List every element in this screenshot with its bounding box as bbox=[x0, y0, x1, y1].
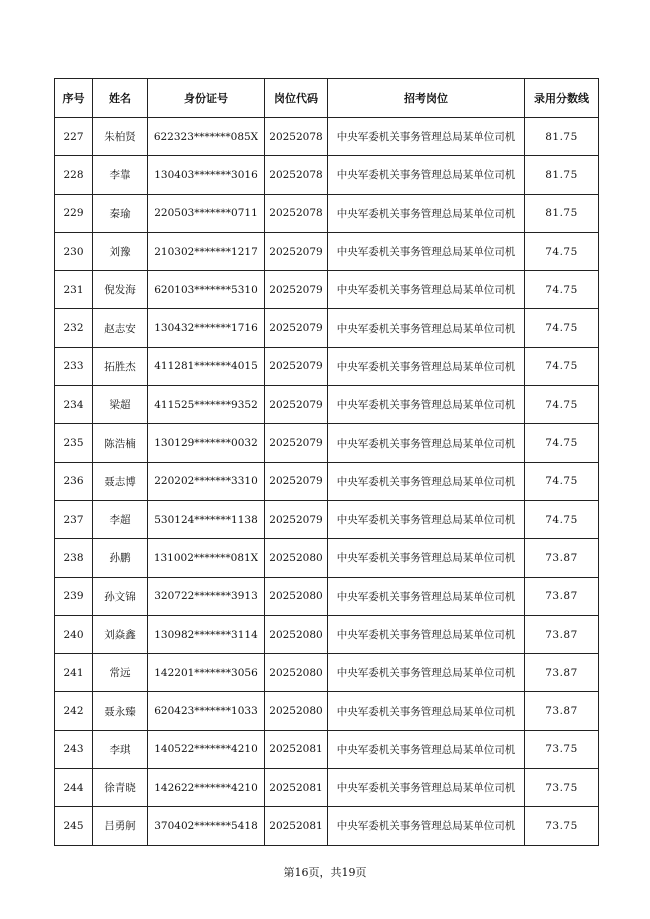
table-row bbox=[55, 194, 599, 232]
cell-position-code: 20252079 bbox=[265, 271, 328, 309]
cell-name: 孙文锦 bbox=[93, 577, 148, 615]
cell-position: 中央军委机关事务管理总局某单位司机 bbox=[328, 386, 525, 424]
cell-position-code: 20252078 bbox=[265, 118, 328, 156]
header-position: 招考岗位 bbox=[328, 79, 525, 118]
header-row bbox=[55, 79, 599, 118]
cell-position: 中央军委机关事务管理总局某单位司机 bbox=[328, 577, 525, 615]
cell-position-code: 20252078 bbox=[265, 156, 328, 194]
cell-id-number: 130982*******3114 bbox=[148, 615, 265, 653]
cell-serial: 235 bbox=[55, 424, 93, 462]
cell-score: 74.75 bbox=[525, 500, 599, 538]
cell-serial: 243 bbox=[55, 730, 93, 768]
cell-score: 73.87 bbox=[525, 577, 599, 615]
table-row bbox=[55, 577, 599, 615]
cell-id-number: 142201*******3056 bbox=[148, 654, 265, 692]
cell-score: 74.75 bbox=[525, 386, 599, 424]
cell-position-code: 20252078 bbox=[265, 194, 328, 232]
cell-position-code: 20252080 bbox=[265, 577, 328, 615]
results-table bbox=[54, 78, 599, 846]
cell-position-code: 20252080 bbox=[265, 539, 328, 577]
cell-id-number: 142622*******4210 bbox=[148, 769, 265, 807]
cell-serial: 241 bbox=[55, 654, 93, 692]
table-row bbox=[55, 386, 599, 424]
cell-score: 74.75 bbox=[525, 309, 599, 347]
cell-name: 李超 bbox=[93, 500, 148, 538]
cell-id-number: 620103*******5310 bbox=[148, 271, 265, 309]
cell-position-code: 20252081 bbox=[265, 730, 328, 768]
cell-id-number: 370402*******5418 bbox=[148, 807, 265, 845]
table-row bbox=[55, 271, 599, 309]
cell-score: 81.75 bbox=[525, 156, 599, 194]
cell-name: 倪发海 bbox=[93, 271, 148, 309]
cell-position-code: 20252081 bbox=[265, 769, 328, 807]
cell-position-code: 20252080 bbox=[265, 692, 328, 730]
cell-position: 中央军委机关事务管理总局某单位司机 bbox=[328, 615, 525, 653]
cell-serial: 240 bbox=[55, 615, 93, 653]
cell-name: 朱柏贤 bbox=[93, 118, 148, 156]
table-row bbox=[55, 156, 599, 194]
table-body bbox=[55, 118, 599, 846]
cell-id-number: 131002*******081X bbox=[148, 539, 265, 577]
cell-score: 73.87 bbox=[525, 692, 599, 730]
cell-score: 73.75 bbox=[525, 730, 599, 768]
cell-position-code: 20252079 bbox=[265, 386, 328, 424]
cell-score: 73.75 bbox=[525, 769, 599, 807]
table-row bbox=[55, 539, 599, 577]
cell-name: 徐青晓 bbox=[93, 769, 148, 807]
cell-serial: 244 bbox=[55, 769, 93, 807]
cell-position-code: 20252080 bbox=[265, 615, 328, 653]
cell-id-number: 411525*******9352 bbox=[148, 386, 265, 424]
cell-serial: 239 bbox=[55, 577, 93, 615]
table-row bbox=[55, 807, 599, 845]
cell-position: 中央军委机关事务管理总局某单位司机 bbox=[328, 232, 525, 270]
cell-id-number: 130403*******3016 bbox=[148, 156, 265, 194]
cell-serial: 234 bbox=[55, 386, 93, 424]
cell-serial: 245 bbox=[55, 807, 93, 845]
page-number: 第16页，共19页 bbox=[283, 866, 367, 879]
cell-serial: 228 bbox=[55, 156, 93, 194]
cell-position-code: 20252079 bbox=[265, 347, 328, 385]
cell-id-number: 530124*******1138 bbox=[148, 500, 265, 538]
cell-position: 中央军委机关事务管理总局某单位司机 bbox=[328, 347, 525, 385]
cell-position-code: 20252079 bbox=[265, 500, 328, 538]
cell-serial: 230 bbox=[55, 232, 93, 270]
cell-name: 聂志博 bbox=[93, 462, 148, 500]
cell-position: 中央军委机关事务管理总局某单位司机 bbox=[328, 807, 525, 845]
cell-score: 73.87 bbox=[525, 539, 599, 577]
cell-name: 赵志安 bbox=[93, 309, 148, 347]
cell-name: 聂永臻 bbox=[93, 692, 148, 730]
cell-position: 中央军委机关事务管理总局某单位司机 bbox=[328, 271, 525, 309]
cell-name: 刘豫 bbox=[93, 232, 148, 270]
cell-serial: 237 bbox=[55, 500, 93, 538]
cell-serial: 229 bbox=[55, 194, 93, 232]
table-row bbox=[55, 347, 599, 385]
header-position-code: 岗位代码 bbox=[265, 79, 328, 118]
cell-id-number: 220202*******3310 bbox=[148, 462, 265, 500]
cell-name: 梁超 bbox=[93, 386, 148, 424]
table-row bbox=[55, 424, 599, 462]
cell-name: 常远 bbox=[93, 654, 148, 692]
cell-position-code: 20252079 bbox=[265, 309, 328, 347]
header-serial: 序号 bbox=[55, 79, 93, 118]
cell-score: 73.87 bbox=[525, 654, 599, 692]
cell-position: 中央军委机关事务管理总局某单位司机 bbox=[328, 769, 525, 807]
cell-position: 中央军委机关事务管理总局某单位司机 bbox=[328, 730, 525, 768]
cell-id-number: 130432*******1716 bbox=[148, 309, 265, 347]
cell-id-number: 620423*******1033 bbox=[148, 692, 265, 730]
cell-name: 秦瑜 bbox=[93, 194, 148, 232]
cell-serial: 236 bbox=[55, 462, 93, 500]
cell-id-number: 411281*******4015 bbox=[148, 347, 265, 385]
cell-position: 中央军委机关事务管理总局某单位司机 bbox=[328, 654, 525, 692]
header-score: 录用分数线 bbox=[525, 79, 599, 118]
cell-id-number: 622323*******085X bbox=[148, 118, 265, 156]
cell-serial: 227 bbox=[55, 118, 93, 156]
cell-serial: 231 bbox=[55, 271, 93, 309]
cell-serial: 232 bbox=[55, 309, 93, 347]
table-row bbox=[55, 692, 599, 730]
cell-score: 74.75 bbox=[525, 271, 599, 309]
cell-id-number: 140522*******4210 bbox=[148, 730, 265, 768]
table-row bbox=[55, 615, 599, 653]
table-row bbox=[55, 118, 599, 156]
cell-score: 73.75 bbox=[525, 807, 599, 845]
cell-score: 74.75 bbox=[525, 462, 599, 500]
cell-name: 孙鹏 bbox=[93, 539, 148, 577]
cell-score: 74.75 bbox=[525, 232, 599, 270]
cell-position-code: 20252081 bbox=[265, 807, 328, 845]
table-row bbox=[55, 309, 599, 347]
table-row bbox=[55, 654, 599, 692]
cell-position: 中央军委机关事务管理总局某单位司机 bbox=[328, 500, 525, 538]
cell-position: 中央军委机关事务管理总局某单位司机 bbox=[328, 309, 525, 347]
table-row bbox=[55, 232, 599, 270]
cell-position: 中央军委机关事务管理总局某单位司机 bbox=[328, 692, 525, 730]
cell-id-number: 130129*******0032 bbox=[148, 424, 265, 462]
cell-name: 刘焱鑫 bbox=[93, 615, 148, 653]
cell-serial: 242 bbox=[55, 692, 93, 730]
cell-position: 中央军委机关事务管理总局某单位司机 bbox=[328, 156, 525, 194]
cell-position-code: 20252079 bbox=[265, 232, 328, 270]
cell-name: 陈浩楠 bbox=[93, 424, 148, 462]
cell-score: 74.75 bbox=[525, 424, 599, 462]
table-row bbox=[55, 730, 599, 768]
cell-id-number: 320722*******3913 bbox=[148, 577, 265, 615]
table-row bbox=[55, 500, 599, 538]
header-name: 姓名 bbox=[93, 79, 148, 118]
cell-id-number: 220503*******0711 bbox=[148, 194, 265, 232]
cell-name: 吕勇舸 bbox=[93, 807, 148, 845]
cell-score: 81.75 bbox=[525, 194, 599, 232]
table-row bbox=[55, 462, 599, 500]
cell-position: 中央军委机关事务管理总局某单位司机 bbox=[328, 424, 525, 462]
cell-name: 李琪 bbox=[93, 730, 148, 768]
cell-serial: 233 bbox=[55, 347, 93, 385]
cell-score: 81.75 bbox=[525, 118, 599, 156]
cell-position: 中央军委机关事务管理总局某单位司机 bbox=[328, 462, 525, 500]
cell-serial: 238 bbox=[55, 539, 93, 577]
cell-name: 李靠 bbox=[93, 156, 148, 194]
cell-position: 中央军委机关事务管理总局某单位司机 bbox=[328, 118, 525, 156]
cell-position-code: 20252079 bbox=[265, 424, 328, 462]
cell-score: 73.87 bbox=[525, 615, 599, 653]
cell-score: 74.75 bbox=[525, 347, 599, 385]
header-id-number: 身份证号 bbox=[148, 79, 265, 118]
table-row bbox=[55, 769, 599, 807]
cell-id-number: 210302*******1217 bbox=[148, 232, 265, 270]
cell-name: 拓胜杰 bbox=[93, 347, 148, 385]
cell-position-code: 20252080 bbox=[265, 654, 328, 692]
cell-position: 中央军委机关事务管理总局某单位司机 bbox=[328, 539, 525, 577]
cell-position: 中央军委机关事务管理总局某单位司机 bbox=[328, 194, 525, 232]
cell-position-code: 20252079 bbox=[265, 462, 328, 500]
